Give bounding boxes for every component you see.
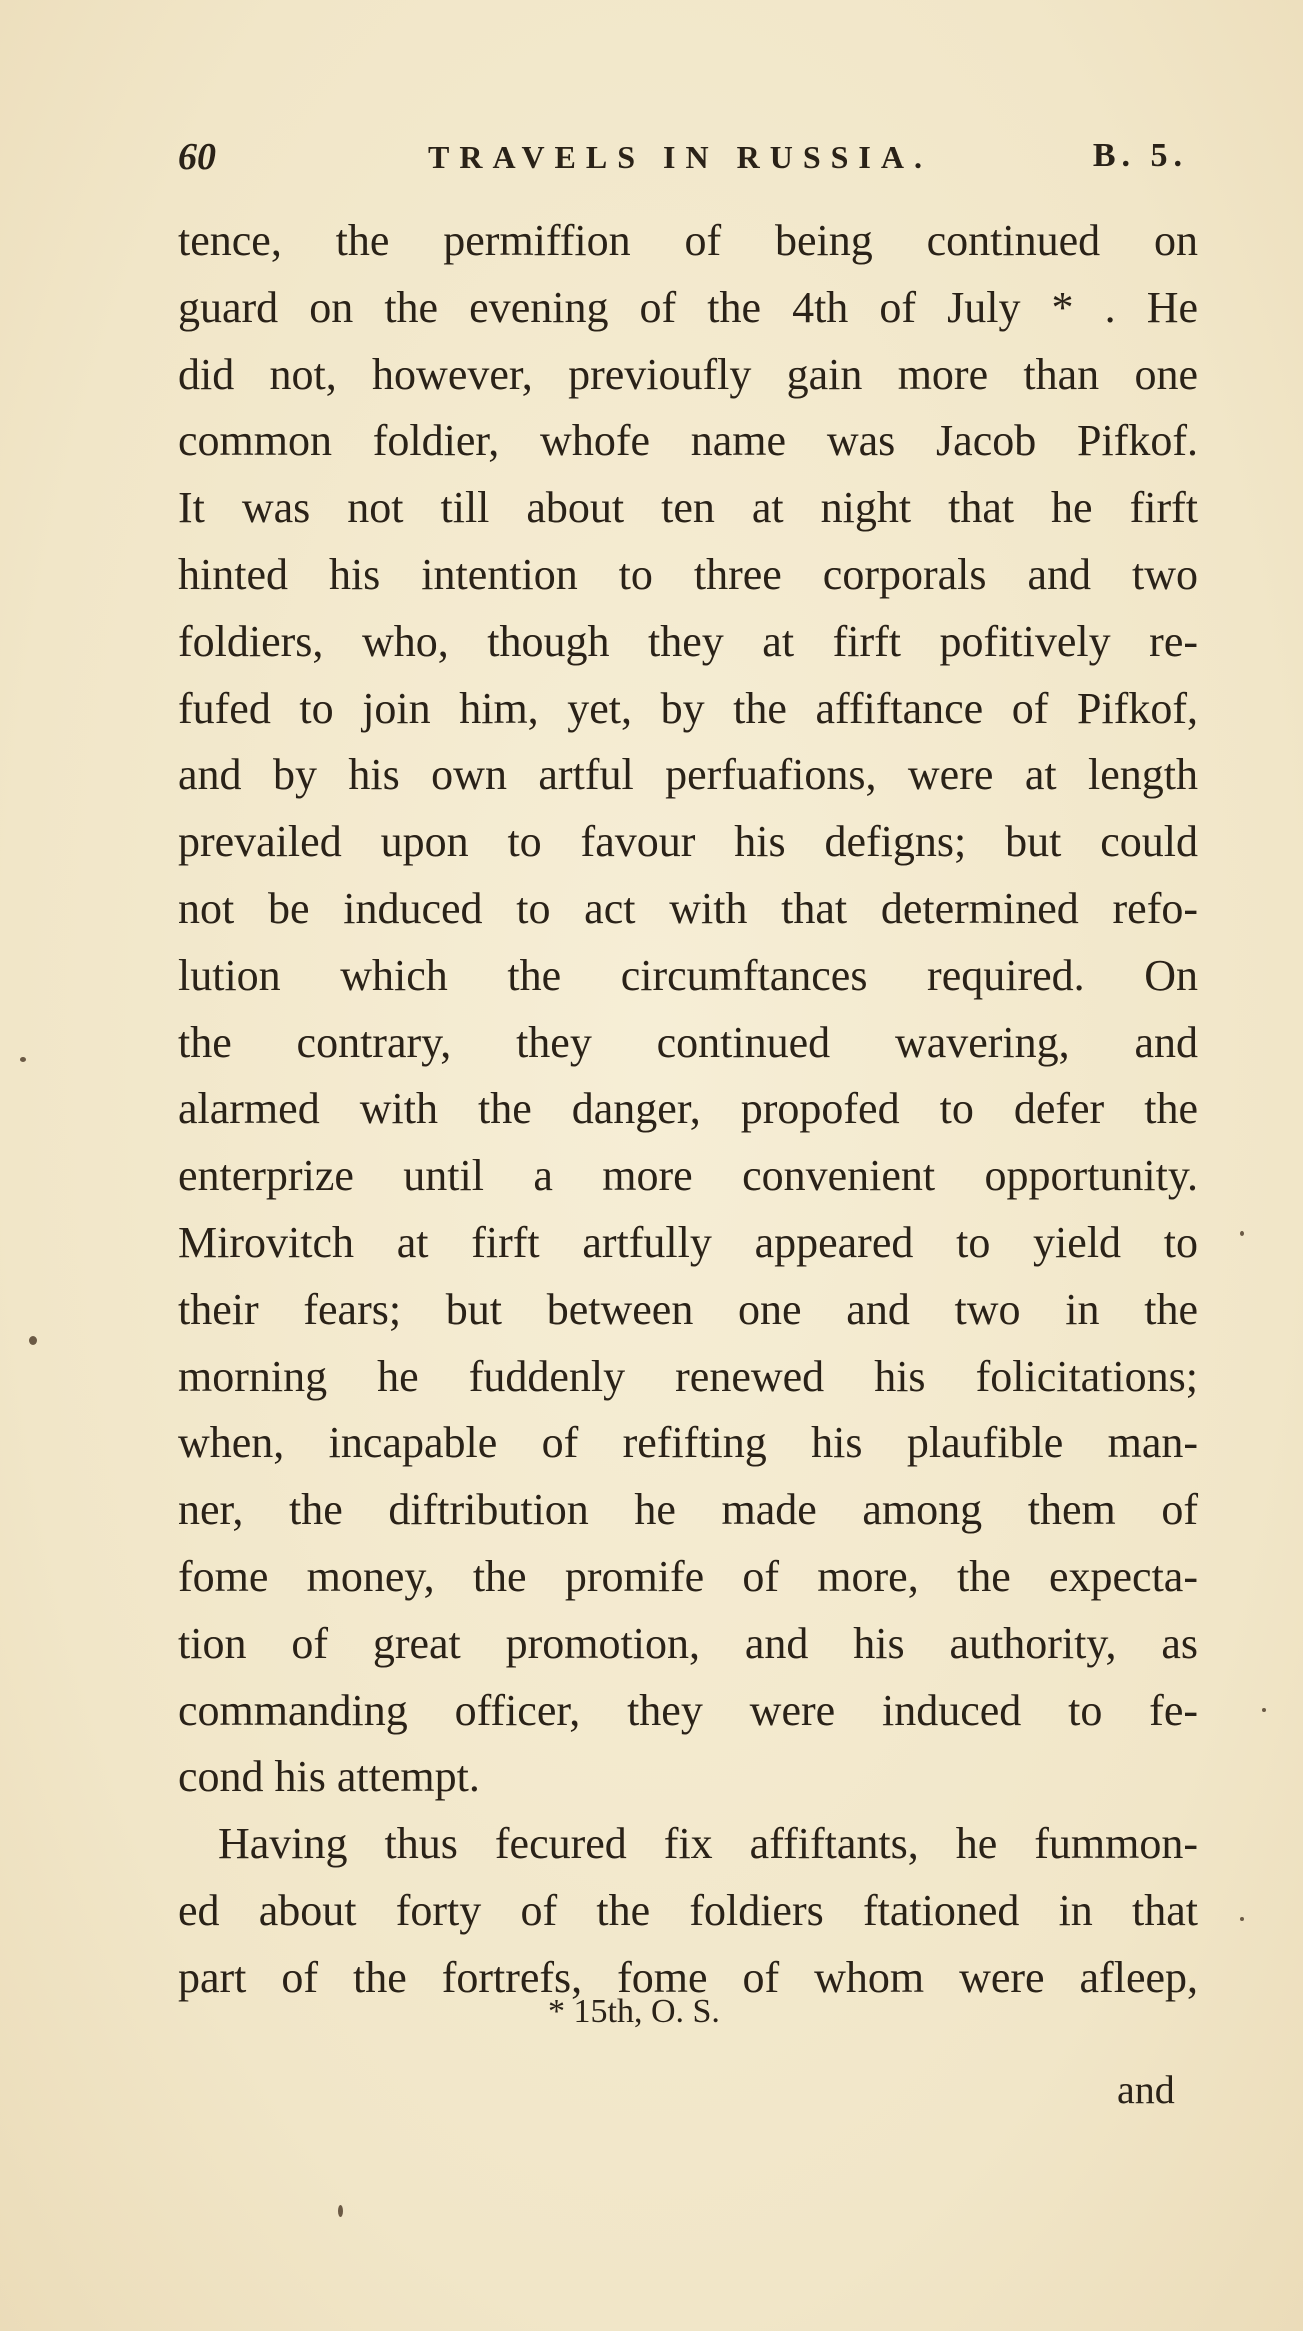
paper-speck: [1262, 1708, 1266, 1712]
text-line: ed about forty of the foldiers ftationed in that: [178, 1885, 1198, 1935]
text-line: the contrary, they continued wavering, and: [178, 1017, 1198, 1067]
text-line: and by his own artful perfuafions, were at length: [178, 750, 1198, 800]
paper-speck: [29, 1336, 37, 1345]
text-line: ner, the diftribution he made among them of: [178, 1485, 1198, 1535]
text-line: Mirovitch at firft artfully appeared to yield to: [178, 1217, 1198, 1267]
page-header: [178, 135, 1188, 185]
book-reference: B. 5.: [1092, 137, 1188, 174]
text-line: common foldier, whofe name was Jacob Pifkof.: [178, 416, 1198, 466]
text-line: part of the fortrefs, fome of whom were afleep,: [178, 1952, 1198, 2002]
text-line: commanding officer, they were induced to fe-: [178, 1685, 1198, 1735]
text-line: Having thus fecured fix affiftants, he fummon-: [218, 1819, 1198, 1869]
text-line: not be induced to act with that determined refo-: [178, 883, 1198, 933]
body-text: [178, 208, 1198, 2012]
text-line: tence, the permiffion of being continued on: [178, 216, 1198, 265]
text-line: guard on the evening of the 4th of July * . He: [178, 282, 1198, 332]
text-line: their fears; but between one and two in the: [178, 1284, 1198, 1334]
text-line: fome money, the promife of more, the expecta-: [178, 1551, 1198, 1601]
paper-speck: [1240, 1231, 1244, 1236]
text-line: foldiers, who, though they at firft pofitively re-: [178, 616, 1198, 666]
text-line: It was not till about ten at night that he firft: [178, 483, 1198, 533]
text-line: tion of great promotion, and his authority, as: [178, 1618, 1198, 1668]
running-title: TRAVELS IN RUSSIA.: [428, 139, 932, 175]
text-line: when, incapable of refifting his plaufible man-: [178, 1418, 1198, 1468]
text-line: did not, however, previoufly gain more than one: [178, 349, 1198, 399]
text-line: lution which the circumftances required. On: [178, 950, 1198, 1000]
text-line: cond his attempt.: [178, 1752, 480, 1802]
text-line: hinted his intention to three corporals and two: [178, 549, 1198, 599]
text-line: morning he fuddenly renewed his folicitations;: [178, 1351, 1198, 1401]
text-line: enterprize until a more convenient opportunity.: [178, 1151, 1198, 1201]
page-number: 60: [178, 136, 216, 178]
text-line: alarmed with the danger, propofed to defer the: [178, 1084, 1198, 1134]
paper-speck: [1240, 1917, 1244, 1921]
footnote: * 15th, O. S.: [548, 1993, 720, 2030]
catchword: and: [1117, 2067, 1175, 2112]
paper-speck: [20, 1057, 26, 1062]
text-line: prevailed upon to favour his defigns; but could: [178, 817, 1198, 867]
paper-speck: [338, 2205, 343, 2217]
text-line: fufed to join him, yet, by the affiftance of Pifkof,: [178, 683, 1198, 733]
